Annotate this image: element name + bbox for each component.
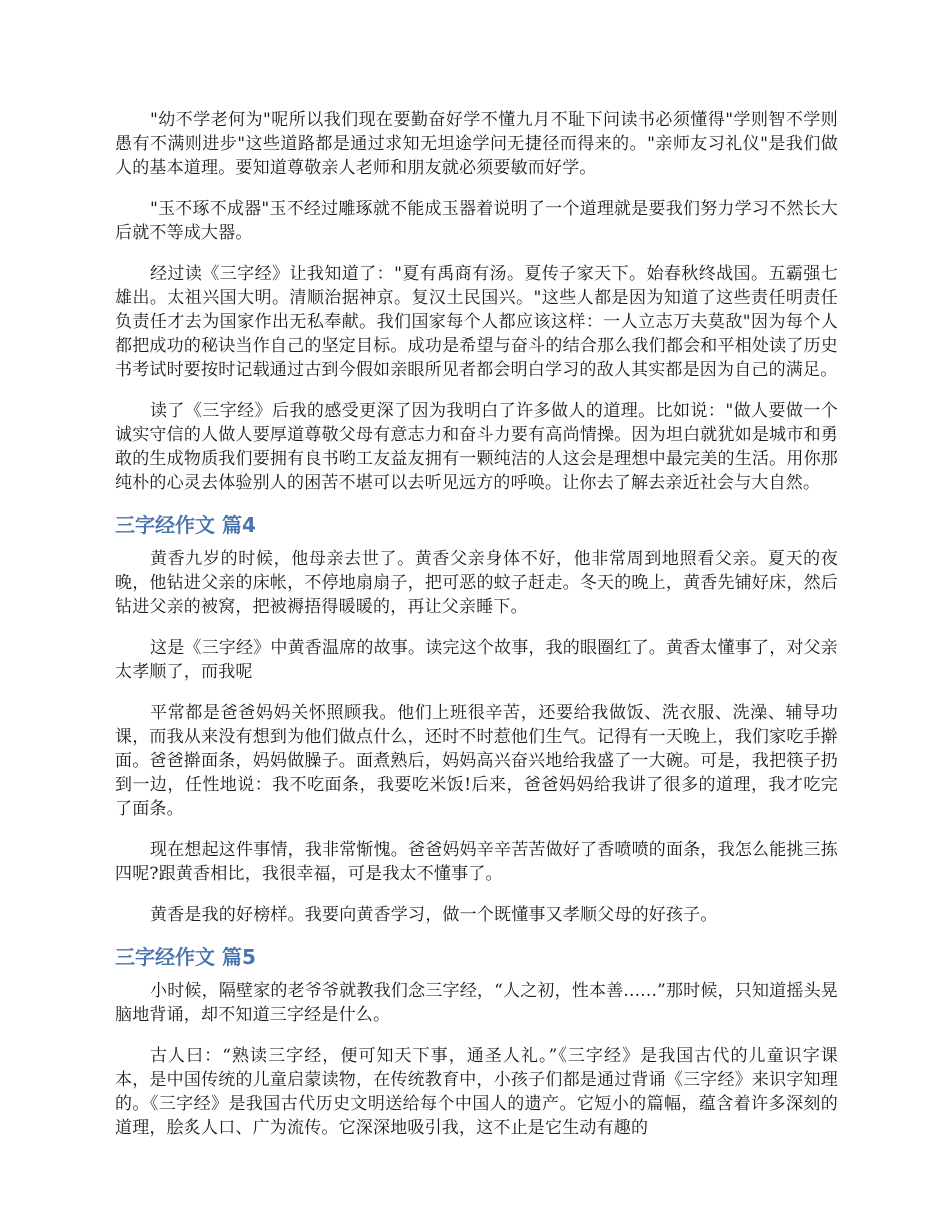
section-heading-5: 三字经作文 篇5: [115, 945, 256, 969]
paragraph: 古人曰：“熟读三字经，便可知天下事，通圣人礼。”《三字经》是我国古代的儿童识字课本，是中国传统的儿童启蒙读物，在传统教育中，小孩子们都是通过背诵《三字经》来识字知理的。《三字经》是我国古代历史文明送给每个中国人的遗产。它短小的篇幅，蕴含着许多深刻的道理，脍炙人口、广为流传。它深深地吸引我，这不止是它生动有趣的: [115, 1046, 838, 1138]
paragraph: 这是《三字经》中黄香温席的故事。读完这个故事，我的眼圈红了。黄香太懂事了，对父亲太孝顺了，而我呢: [115, 638, 838, 682]
paragraph: "幼不学老何为"呢所以我们现在要勤奋好学不懂九月不耻下问读书必须懂得"学则智不学则愚有不满则进步"这些道路都是通过求知无坦途学问无捷径而得来的。"亲师友习礼仪"是我们做人的基本道理。要知道尊敬亲人老师和朋友就必须要敏而好学。: [115, 110, 838, 178]
paragraph: 现在想起这件事情，我非常惭愧。爸爸妈妈辛辛苦苦做好了香喷喷的面条，我怎么能挑三拣四呢?跟黄香相比，我很幸福，可是我太不懂事了。: [115, 840, 838, 884]
paragraph: 黄香九岁的时候，他母亲去世了。黄香父亲身体不好，他非常周到地照看父亲。夏天的夜晚，他钻进父亲的床帐，不停地扇扇子，把可恶的蚊子赶走。冬天的晚上，黄香先铺好床，然后钻进父亲的被窝，把被褥捂得暖暖的，再让父亲睡下。: [115, 549, 838, 617]
paragraph: 读了《三字经》后我的感受更深了因为我明白了许多做人的道理。比如说："做人要做一个诚实守信的人做人要厚道尊敬父母有意志力和奋斗力要有高尚情操。因为坦白就犹如是城市和勇敢的生成物质我们要拥有良书哟工友益友拥有一颗纯洁的人这会是理想中最完美的生活。用你那纯朴的心灵去体验别人的困苦不堪可以去听见远方的呼唤。让你去了解去亲近社会与大自然。: [115, 401, 838, 493]
section-heading-4: 三字经作文 篇4: [115, 513, 256, 537]
paragraph: 小时候，隔壁家的老爷爷就教我们念三字经，“人之初，性本善......”那时候，只知道摇头晃脑地背诵，却不知道三字经是什么。: [115, 981, 838, 1025]
paragraph: 黄香是我的好榜样。我要向黄香学习，做一个既懂事又孝顺父母的好孩子。: [150, 905, 718, 925]
paragraph: 经过读《三字经》让我知道了："夏有禹商有汤。夏传子家天下。始春秋终战国。五霸强七雄出。太祖兴国大明。清顺治据神京。复汉土民国兴。"这些人都是因为知道了这些责任明责任负责任才去为国家作出无私奉献。我们国家每个人都应该这样：一人立志万夫莫敌"因为每个人都把成功的秘诀当作自己的坚定目标。成功是希望与奋斗的结合那么我们都会和平相处读了历史书考试时要按时记载通过古到今假如亲眼所见者都会明白学习的敌人其实都是因为自己的满足。: [115, 264, 838, 380]
paragraph: "玉不琢不成器"玉不经过雕琢就不能成玉器着说明了一个道理就是要我们努力学习不然长大后就不等成大器。: [115, 199, 838, 243]
paragraph: 平常都是爸爸妈妈关怀照顾我。他们上班很辛苦，还要给我做饭、洗衣服、洗澡、辅导功课，而我从来没有想到为他们做点什么，还时不时惹他们生气。记得有一天晚上，我们家吃手擀面。爸爸擀面条，妈妈做臊子。面煮熟后，妈妈高兴奋兴地给我盛了一大碗。可是，我把筷子扔到一边，任性地说：我不吃面条，我要吃米饭!后来，爸爸妈妈给我讲了很多的道理，我才吃完了面条。: [115, 703, 838, 819]
